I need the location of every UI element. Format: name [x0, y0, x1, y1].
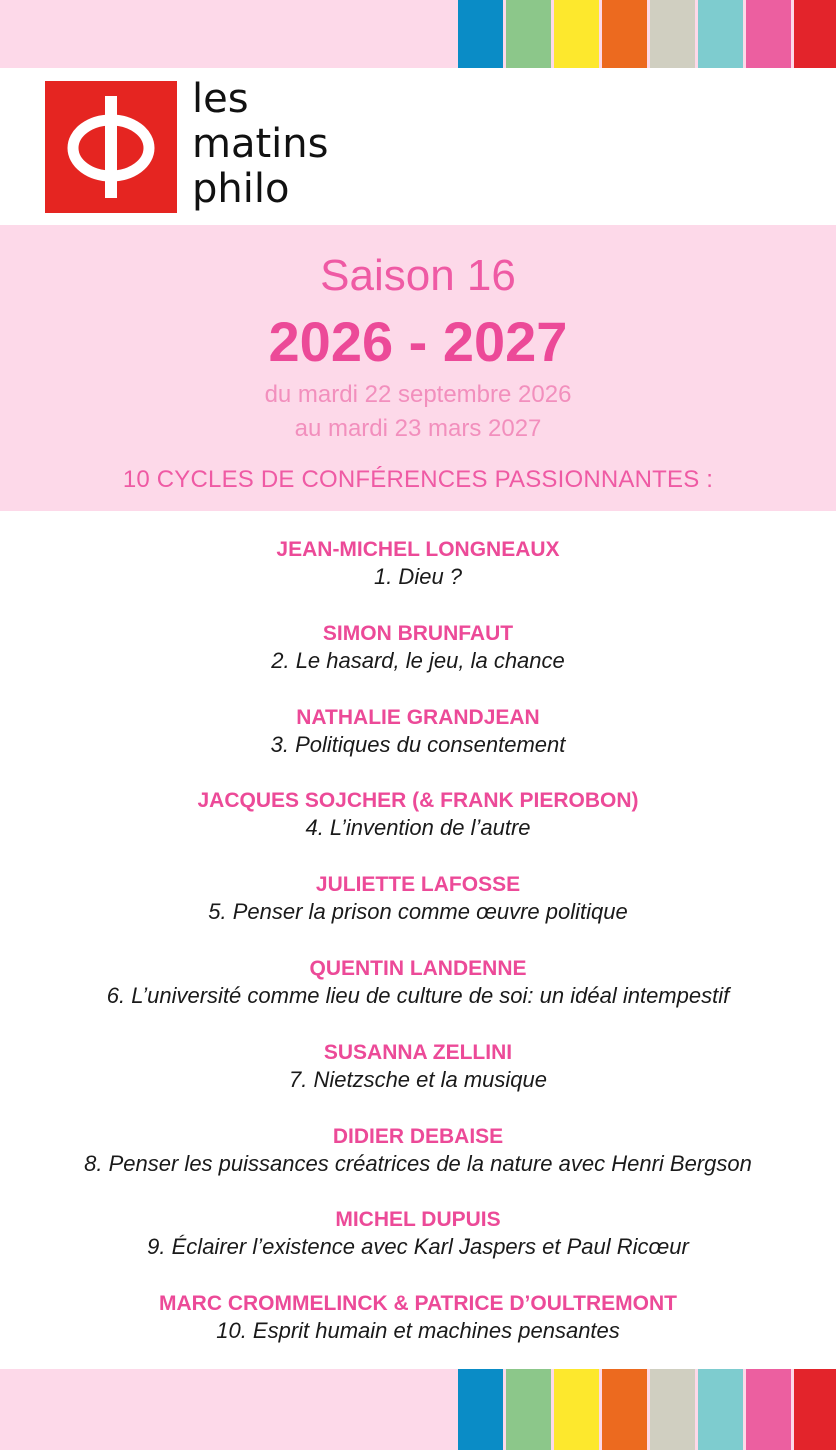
color-stripe	[602, 0, 647, 68]
cycle-item	[0, 1124, 836, 1208]
cycle-title: 1. Dieu ?	[373, 564, 463, 589]
color-stripe	[698, 1369, 743, 1450]
color-stripe	[602, 1369, 647, 1450]
cycle-speaker: JEAN-MICHEL LONGNEAUX	[276, 538, 560, 561]
color-stripe	[746, 1369, 791, 1450]
logo-wordmark	[192, 77, 328, 212]
color-stripe	[698, 0, 743, 68]
cycles-list	[0, 537, 836, 1375]
logo-line-3: philo	[192, 166, 290, 212]
cycle-item	[0, 705, 836, 789]
color-stripe	[554, 1369, 599, 1450]
season-years: 2026 - 2027	[268, 310, 568, 373]
color-stripe	[650, 0, 695, 68]
season-header	[0, 225, 836, 511]
color-stripe	[458, 1369, 503, 1450]
cycle-title: 10. Esprit humain et machines pensantes	[216, 1318, 620, 1344]
color-stripe	[650, 1369, 695, 1450]
color-stripe	[506, 0, 551, 68]
cycle-title: 4. L’invention de l’autre	[305, 815, 531, 841]
logo	[45, 76, 329, 213]
color-stripes-bottom	[458, 1369, 836, 1450]
cycle-title: 3. Politiques du consentement	[270, 731, 566, 757]
logo-line-2: matins	[192, 121, 329, 167]
cycle-speaker: SUSANNA ZELLINI	[323, 1040, 513, 1064]
phi-icon	[45, 81, 177, 213]
cycles-heading: 10 CYCLES DE CONFÉRENCES PASSIONNANTES :	[122, 466, 714, 493]
color-stripe	[458, 0, 503, 68]
cycle-item	[0, 621, 836, 705]
cycle-item	[0, 537, 836, 621]
color-stripe	[506, 1369, 551, 1450]
cycle-item	[0, 872, 836, 956]
cycle-speaker: QUENTIN LANDENNE	[309, 956, 527, 980]
cycle-item	[0, 1291, 836, 1375]
season-date-start: du mardi 22 septembre 2026	[264, 381, 572, 408]
cycle-title: 6. L’université comme lieu de culture de soi: un idéal intempestif	[106, 982, 730, 1008]
cycle-speaker: NATHALIE GRANDJEAN	[296, 705, 540, 729]
cycle-speaker: SIMON BRUNFAUT	[322, 621, 514, 645]
cycle-title: 9. Éclairer l’existence avec Karl Jaspers et Paul Ricœur	[147, 1234, 689, 1260]
cycle-item	[0, 788, 836, 872]
cycle-item	[0, 1207, 836, 1291]
season-date-end: au mardi 23 mars 2027	[294, 415, 542, 442]
cycle-speaker: DIDIER DEBAISE	[332, 1124, 504, 1148]
cycle-title: 5. Penser la prison comme œuvre politique	[208, 899, 628, 925]
top-color-band	[0, 0, 836, 68]
color-stripe	[554, 0, 599, 68]
logo-line-1: les	[192, 76, 249, 122]
cycle-speaker: MARC CROMMELINCK & PATRICE D’OULTREMONT	[159, 1292, 677, 1316]
color-stripe	[794, 1369, 836, 1450]
cycle-item	[0, 1040, 836, 1124]
color-stripe	[794, 0, 836, 68]
cycle-title: 2. Le hasard, le jeu, la chance	[271, 647, 565, 673]
cycle-title: 8. Penser les puissances créatrices de la nature avec Henri Bergson	[84, 1150, 752, 1176]
cycle-item	[0, 956, 836, 1040]
season-label: Saison 16	[320, 251, 516, 300]
bottom-color-band	[0, 1369, 836, 1450]
color-stripes-top	[458, 0, 836, 68]
cycle-speaker: MICHEL DUPUIS	[335, 1208, 501, 1232]
cycle-title: 7. Nietzsche et la musique	[288, 1066, 548, 1092]
cycle-speaker: JACQUES SOJCHER (& FRANK PIEROBON)	[197, 789, 639, 813]
cycle-speaker: JULIETTE LAFOSSE	[315, 873, 521, 897]
color-stripe	[746, 0, 791, 68]
